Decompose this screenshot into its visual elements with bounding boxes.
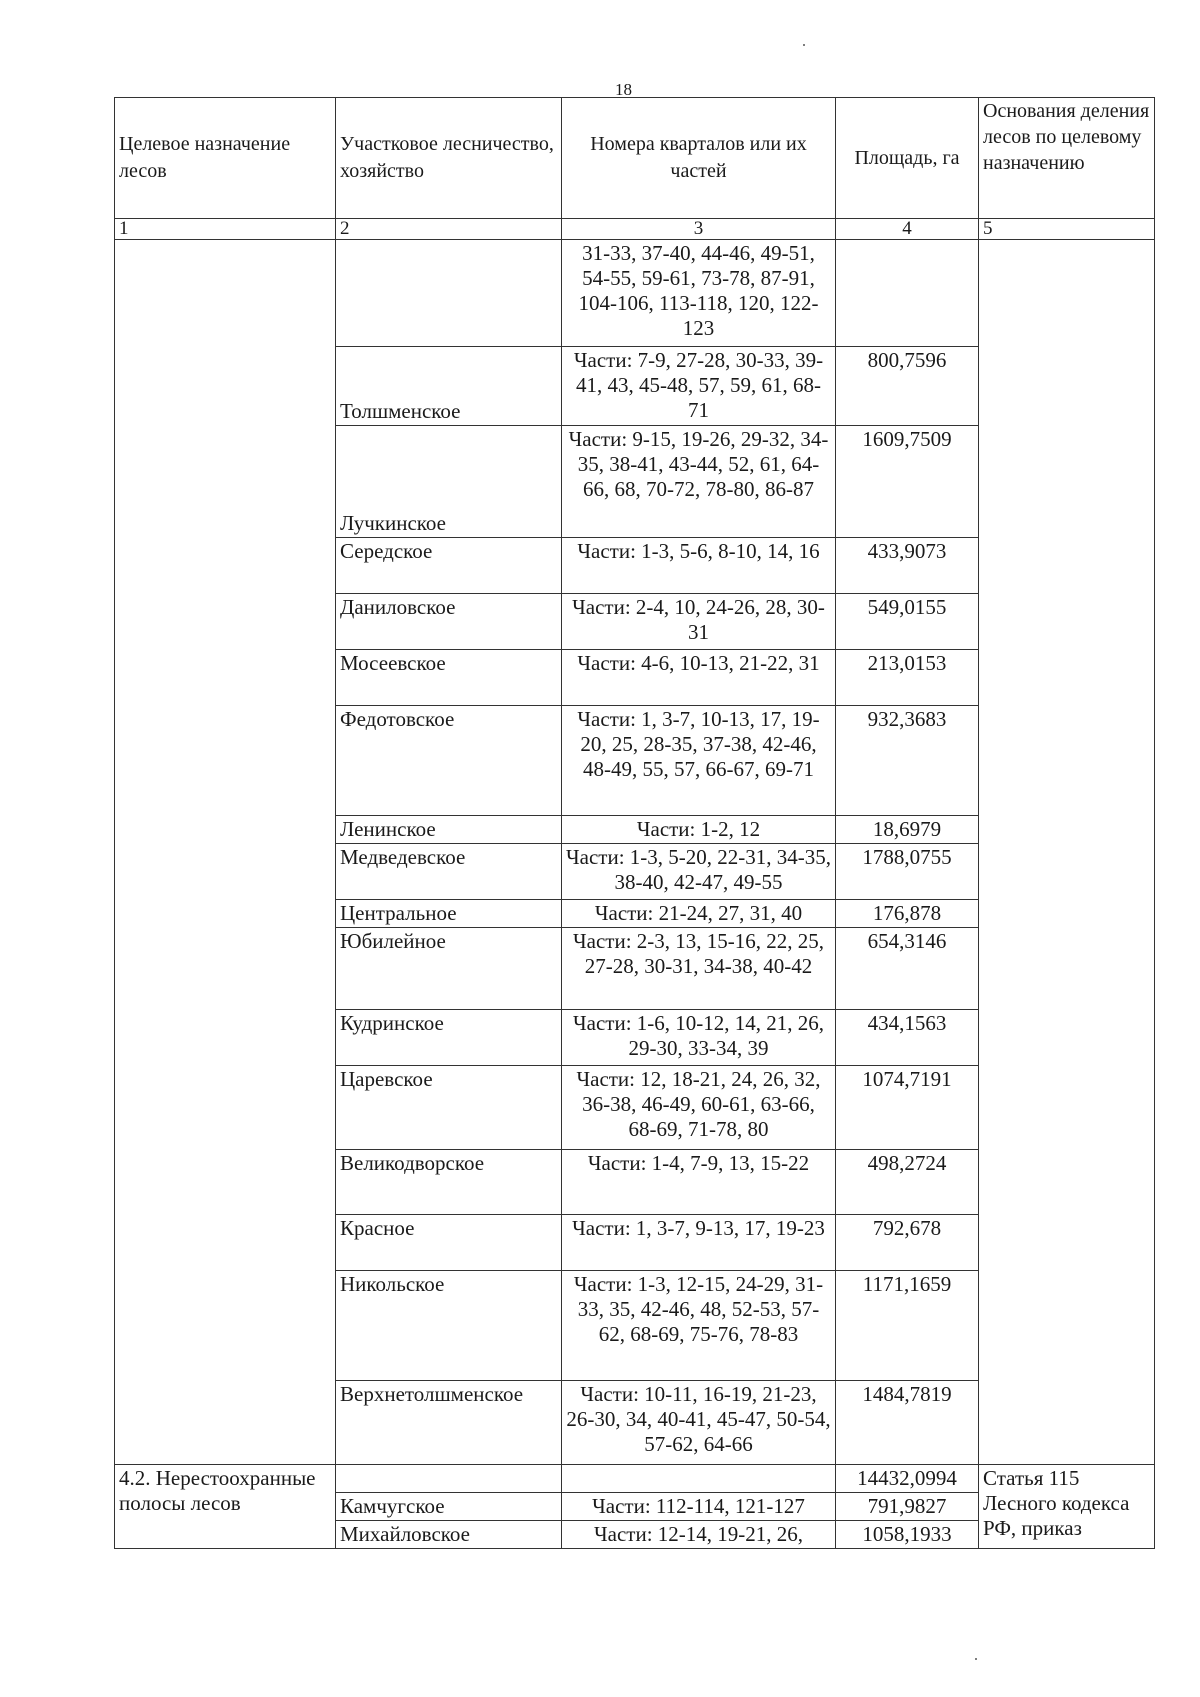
forestry-cell: Красное bbox=[336, 1215, 562, 1271]
header-area: Площадь, га bbox=[836, 98, 979, 219]
quarters-cell: Части: 1, 3-7, 9-13, 17, 19-23 bbox=[562, 1215, 836, 1271]
column-number: 5 bbox=[979, 219, 1155, 240]
forest-purpose-table bbox=[114, 97, 1155, 1549]
area-cell: 791,9827 bbox=[836, 1493, 979, 1521]
quarters-cell bbox=[562, 1465, 836, 1493]
area-cell: 1788,0755 bbox=[836, 844, 979, 900]
area-cell: 434,1563 bbox=[836, 1010, 979, 1066]
area-cell: 213,0153 bbox=[836, 650, 979, 706]
area-cell: 18,6979 bbox=[836, 816, 979, 844]
quarters-cell: Части: 2-3, 13, 15-16, 22, 25, 27-28, 30-31, 34-38, 40-42 bbox=[562, 928, 836, 1010]
quarters-cell: Части: 9-15, 19-26, 29-32, 34-35, 38-41, 43-44, 52, 61, 64-66, 68, 70-72, 78-80, 86-87 bbox=[562, 426, 836, 538]
area-cell: 549,0155 bbox=[836, 594, 979, 650]
area-cell: 176,878 bbox=[836, 900, 979, 928]
quarters-cell: Части: 2-4, 10, 24-26, 28, 30-31 bbox=[562, 594, 836, 650]
area-cell bbox=[836, 240, 979, 347]
area-cell: 433,9073 bbox=[836, 538, 979, 594]
forestry-cell: Ленинское bbox=[336, 816, 562, 844]
quarters-cell: Части: 12, 18-21, 24, 26, 32, 36-38, 46-49, 60-61, 63-66, 68-69, 71-78, 80 bbox=[562, 1066, 836, 1150]
forestry-cell: Никольское bbox=[336, 1271, 562, 1381]
forestry-cell: Камчугское bbox=[336, 1493, 562, 1521]
area-cell: 1171,1659 bbox=[836, 1271, 979, 1381]
forestry-cell: Даниловское bbox=[336, 594, 562, 650]
header-forestry: Участковое лесничество, хозяйство bbox=[336, 98, 562, 219]
quarters-cell: Части: 112-114, 121-127 bbox=[562, 1493, 836, 1521]
quarters-cell: Части: 12-14, 19-21, 26, bbox=[562, 1521, 836, 1549]
quarters-cell: 31-33, 37-40, 44-46, 49-51, 54-55, 59-61, 73-78, 87-91, 104-106, 113-118, 120, 122-123 bbox=[562, 240, 836, 347]
quarters-cell: Части: 7-9, 27-28, 30-33, 39-41, 43, 45-48, 57, 59, 61, 68-71 bbox=[562, 347, 836, 426]
table-row bbox=[115, 240, 1155, 347]
forestry-cell: Юбилейное bbox=[336, 928, 562, 1010]
forestry-cell: Верхнетолшменское bbox=[336, 1381, 562, 1465]
area-cell: 1484,7819 bbox=[836, 1381, 979, 1465]
forestry-cell: Центральное bbox=[336, 900, 562, 928]
forestry-cell: Кудринское bbox=[336, 1010, 562, 1066]
forestry-cell: Мосеевское bbox=[336, 650, 562, 706]
area-cell: 932,3683 bbox=[836, 706, 979, 816]
forestry-cell: Федотовское bbox=[336, 706, 562, 816]
scan-speck bbox=[975, 1658, 977, 1660]
section-total-row bbox=[115, 1465, 1155, 1493]
quarters-cell: Части: 1, 3-7, 10-13, 17, 19-20, 25, 28-35, 37-38, 42-46, 48-49, 55, 57, 66-67, 69-71 bbox=[562, 706, 836, 816]
header-basis: Основания деления лесов по целевому назначению bbox=[979, 98, 1155, 219]
column-number-row bbox=[115, 219, 1155, 240]
quarters-cell: Части: 4-6, 10-13, 21-22, 31 bbox=[562, 650, 836, 706]
header-quarters: Номера кварталов или их частей bbox=[562, 98, 836, 219]
column-number: 3 bbox=[562, 219, 836, 240]
quarters-cell: Части: 10-11, 16-19, 21-23, 26-30, 34, 40-41, 45-47, 50-54, 57-62, 64-66 bbox=[562, 1381, 836, 1465]
purpose-cell-continued bbox=[115, 240, 336, 1465]
scan-speck bbox=[803, 44, 805, 46]
area-cell: 792,678 bbox=[836, 1215, 979, 1271]
quarters-cell: Части: 1-6, 10-12, 14, 21, 26, 29-30, 33-34, 39 bbox=[562, 1010, 836, 1066]
quarters-cell: Части: 1-4, 7-9, 13, 15-22 bbox=[562, 1150, 836, 1215]
quarters-cell: Части: 1-3, 12-15, 24-29, 31-33, 35, 42-46, 48, 52-53, 57-62, 68-69, 75-76, 78-83 bbox=[562, 1271, 836, 1381]
basis-cell-continued bbox=[979, 240, 1155, 1465]
forestry-cell: Медведевское bbox=[336, 844, 562, 900]
page-number: 18 bbox=[615, 80, 632, 99]
quarters-cell: Части: 1-3, 5-20, 22-31, 34-35, 38-40, 42-47, 49-55 bbox=[562, 844, 836, 900]
forestry-cell: Великодворское bbox=[336, 1150, 562, 1215]
forestry-cell: Середское bbox=[336, 538, 562, 594]
forestry-cell: Толшменское bbox=[336, 347, 562, 426]
forestry-cell: Михайловское bbox=[336, 1521, 562, 1549]
forestry-cell: Лучкинское bbox=[336, 426, 562, 538]
area-cell: 800,7596 bbox=[836, 347, 979, 426]
area-cell: 1058,1933 bbox=[836, 1521, 979, 1549]
header-purpose: Целевое назначение лесов bbox=[115, 98, 336, 219]
total-area-cell: 14432,0994 bbox=[836, 1465, 979, 1493]
column-number: 4 bbox=[836, 219, 979, 240]
area-cell: 654,3146 bbox=[836, 928, 979, 1010]
column-number: 2 bbox=[336, 219, 562, 240]
forestry-cell bbox=[336, 240, 562, 347]
quarters-cell: Части: 1-3, 5-6, 8-10, 14, 16 bbox=[562, 538, 836, 594]
area-cell: 1609,7509 bbox=[836, 426, 979, 538]
forestry-cell bbox=[336, 1465, 562, 1493]
area-cell: 1074,7191 bbox=[836, 1066, 979, 1150]
table-header-row bbox=[115, 98, 1155, 219]
area-cell: 498,2724 bbox=[836, 1150, 979, 1215]
quarters-cell: Части: 21-24, 27, 31, 40 bbox=[562, 900, 836, 928]
forestry-cell: Царевское bbox=[336, 1066, 562, 1150]
basis-cell: Статья 115 Лесного кодекса РФ, приказ bbox=[979, 1465, 1155, 1549]
column-number: 1 bbox=[115, 219, 336, 240]
purpose-cell: 4.2. Нерестоохранные полосы лесов bbox=[115, 1465, 336, 1549]
quarters-cell: Части: 1-2, 12 bbox=[562, 816, 836, 844]
